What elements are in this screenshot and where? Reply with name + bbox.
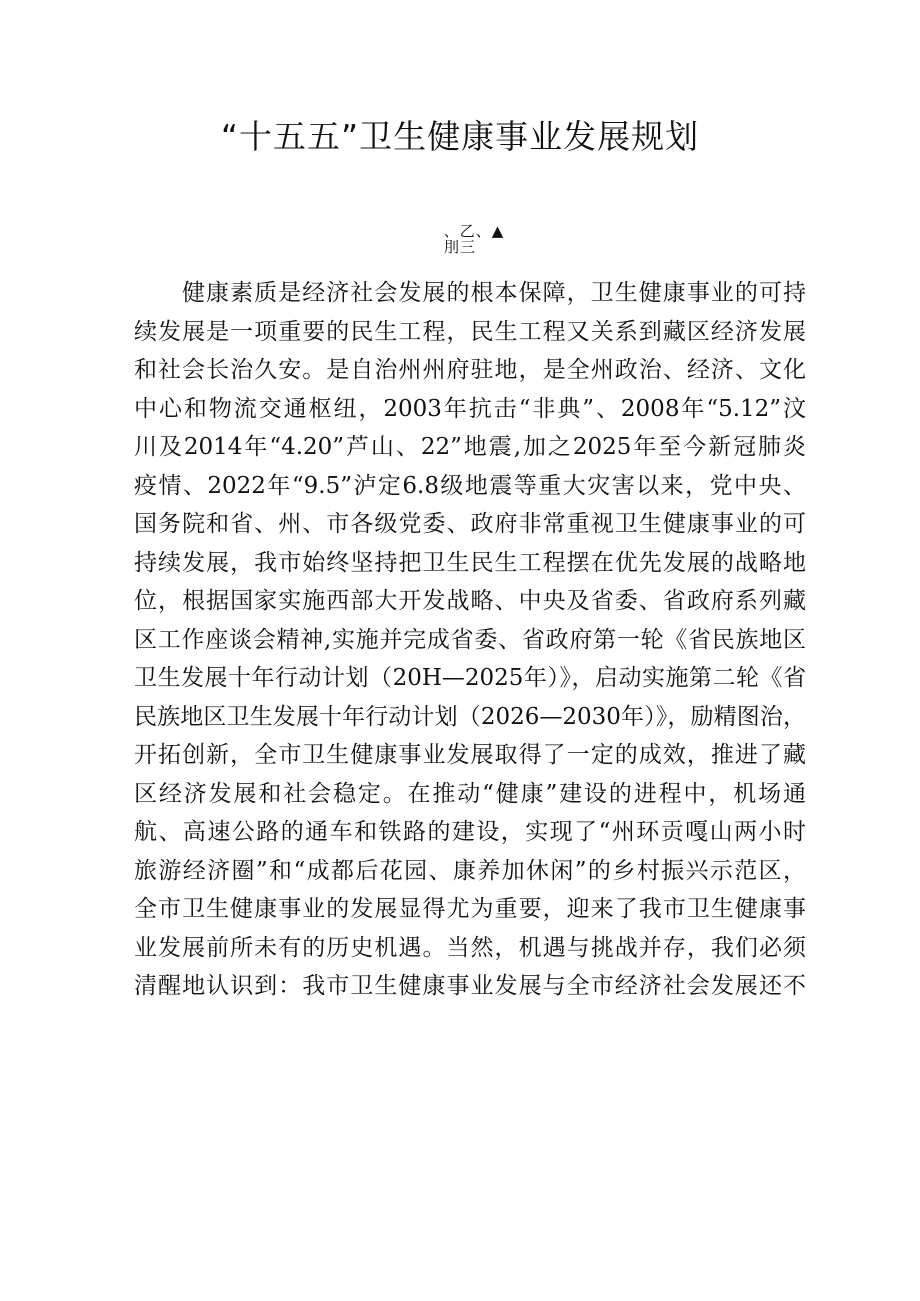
- paragraph-line: 全市卫生健康事业的发展显得尤为重要，迎来了我市卫生健康事: [134, 896, 806, 922]
- document-title: “十五五”卫生健康事业发展规划: [220, 117, 700, 156]
- section-heading-line-2: 刖三: [443, 238, 476, 256]
- paragraph-line: 区经济发展和社会稳定。在推动“健康”建设的进程中，机场通: [134, 780, 806, 807]
- paragraph-line: 旅游经济圈”和“成都后花园、康养加休闲”的乡村振兴示范区，: [134, 857, 806, 884]
- paragraph-line: 业发展前所未有的历史机遇。当然，机遇与挑战并存，我们必须: [134, 934, 806, 961]
- paragraph-line: 国务院和省、州、市各级党委、政府非常重视卫生健康事业的可: [134, 511, 806, 537]
- paragraph-line: 川及2014年“4.20”芦山、22”地震,加之2025年至今新冠肺炎: [134, 434, 806, 460]
- paragraph-line: 和社会长治久安。是自治州州府驻地，是全州政治、经济、文化: [134, 357, 806, 383]
- paragraph-line: 续发展是一项重要的民生工程，民生工程又关系到藏区经济发展: [134, 318, 806, 345]
- section-heading: [0, 222, 920, 256]
- paragraph-line: 卫生发展十年行动计划（20H—2025年）》，启动实施第二轮《省: [134, 665, 806, 691]
- section-heading-line-1: 、乙、▲: [443, 222, 505, 240]
- paragraph-line: 位，根据国家实施西部大开发战略、中央及省委、省政府系列藏: [134, 588, 806, 614]
- body-paragraph: [134, 274, 806, 1006]
- paragraph-line: 开拓创新，全市卫生健康事业发展取得了一定的成效，推进了藏: [134, 742, 806, 768]
- paragraph-line: 中心和物流交通枢纽，2003年抗击“非典”、2008年“5.12”汶: [134, 395, 806, 422]
- paragraph-line: 清醒地认识到：我市卫生健康事业发展与全市经济社会发展还不: [134, 973, 806, 999]
- paragraph-line: 疫情、2022年“9.5”泸定6.8级地震等重大灾害以来，党中央、: [134, 472, 806, 499]
- paragraph-line: 健康素质是经济社会发展的根本保障，卫生健康事业的可持: [182, 280, 806, 306]
- paragraph-line: 航、高速公路的通车和铁路的建设，实现了“州环贡嘎山两小时: [134, 819, 806, 845]
- paragraph-line: 持续发展，我市始终坚持把卫生民生工程摆在优先发展的战略地: [134, 549, 806, 576]
- paragraph-line: 区工作座谈会精神,实施并完成省委、省政府第一轮《省民族地区: [134, 626, 806, 653]
- paragraph-line: 民族地区卫生发展十年行动计划（2026—2030年）》，励精图治，: [134, 703, 806, 730]
